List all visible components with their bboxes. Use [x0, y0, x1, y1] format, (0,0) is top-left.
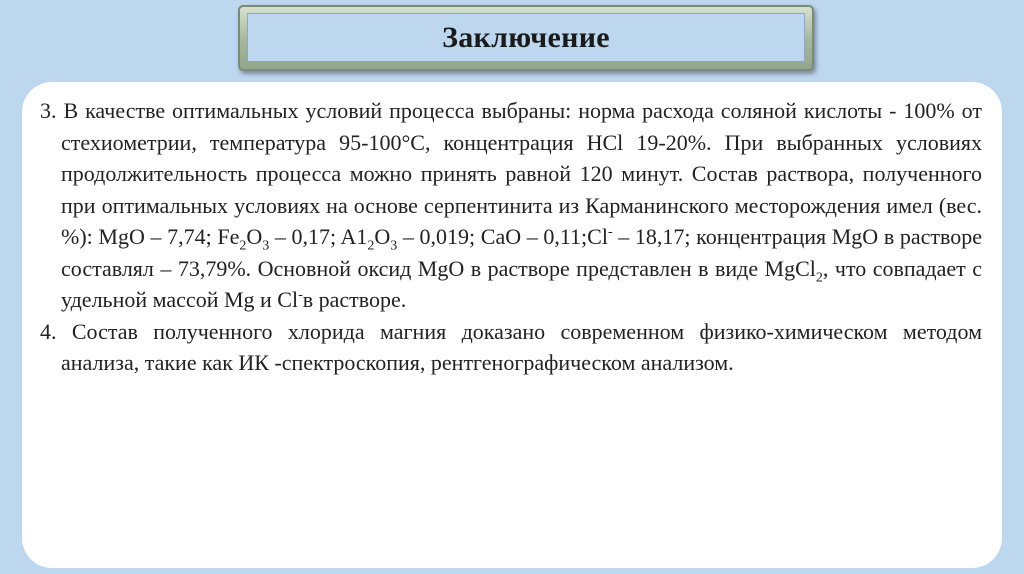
item3-sub-4: 3 — [390, 238, 398, 254]
slide-title-frame — [238, 5, 814, 71]
item3-text-8: в растворе. — [302, 287, 407, 312]
item3-text-7: , что совпадает с удельной массой Mg и Cl — [61, 255, 982, 312]
slide-title: Заключение — [442, 20, 610, 54]
item3-text-6: – 18,17; концентрация MgO в растворе составлял – 73,79%. Основной оксид MgO в растворе представлен в виде MgCl — [61, 224, 982, 281]
item3-sub-3: 2 — [367, 238, 375, 254]
item3-sup-2: - — [298, 287, 303, 303]
item3-text-5: – 0,019; CaO – 0,11;Cl — [397, 224, 608, 249]
slide-title-box — [247, 13, 805, 62]
content-card — [22, 82, 1002, 568]
item3-text-3: – 0,17; A1 — [269, 224, 368, 249]
item3-sub-2: 3 — [262, 238, 270, 254]
conclusion-item-3 — [40, 95, 982, 316]
item3-text-2: O — [246, 224, 263, 249]
item3-text-1: 3. В качестве оптимальных условий процесса выбраны: норма расхода соляной кислоты - 100% от стехиометрии, температура 95-100°С, концентрация HCl 19-20%. При выбранных условиях продолжительность процесса можно принять равной 120 минут. Состав раствора, полученного при оптимальных условиях на основе серпентинита из Карманинского месторождения имел (вес. %): MgO – 7,74; Fe — [40, 98, 982, 249]
conclusion-item-4: 4. Состав полученного хлорида магния доказано современном физико-химическом методом анализа, такие как ИК -спектроскопия, рентгенографическом анализом. — [40, 318, 982, 375]
item3-sup-1: - — [607, 224, 613, 240]
item3-text-4: O — [374, 224, 391, 249]
item3-sub-1: 2 — [239, 238, 247, 254]
item3-sub-5: 2 — [815, 269, 823, 285]
